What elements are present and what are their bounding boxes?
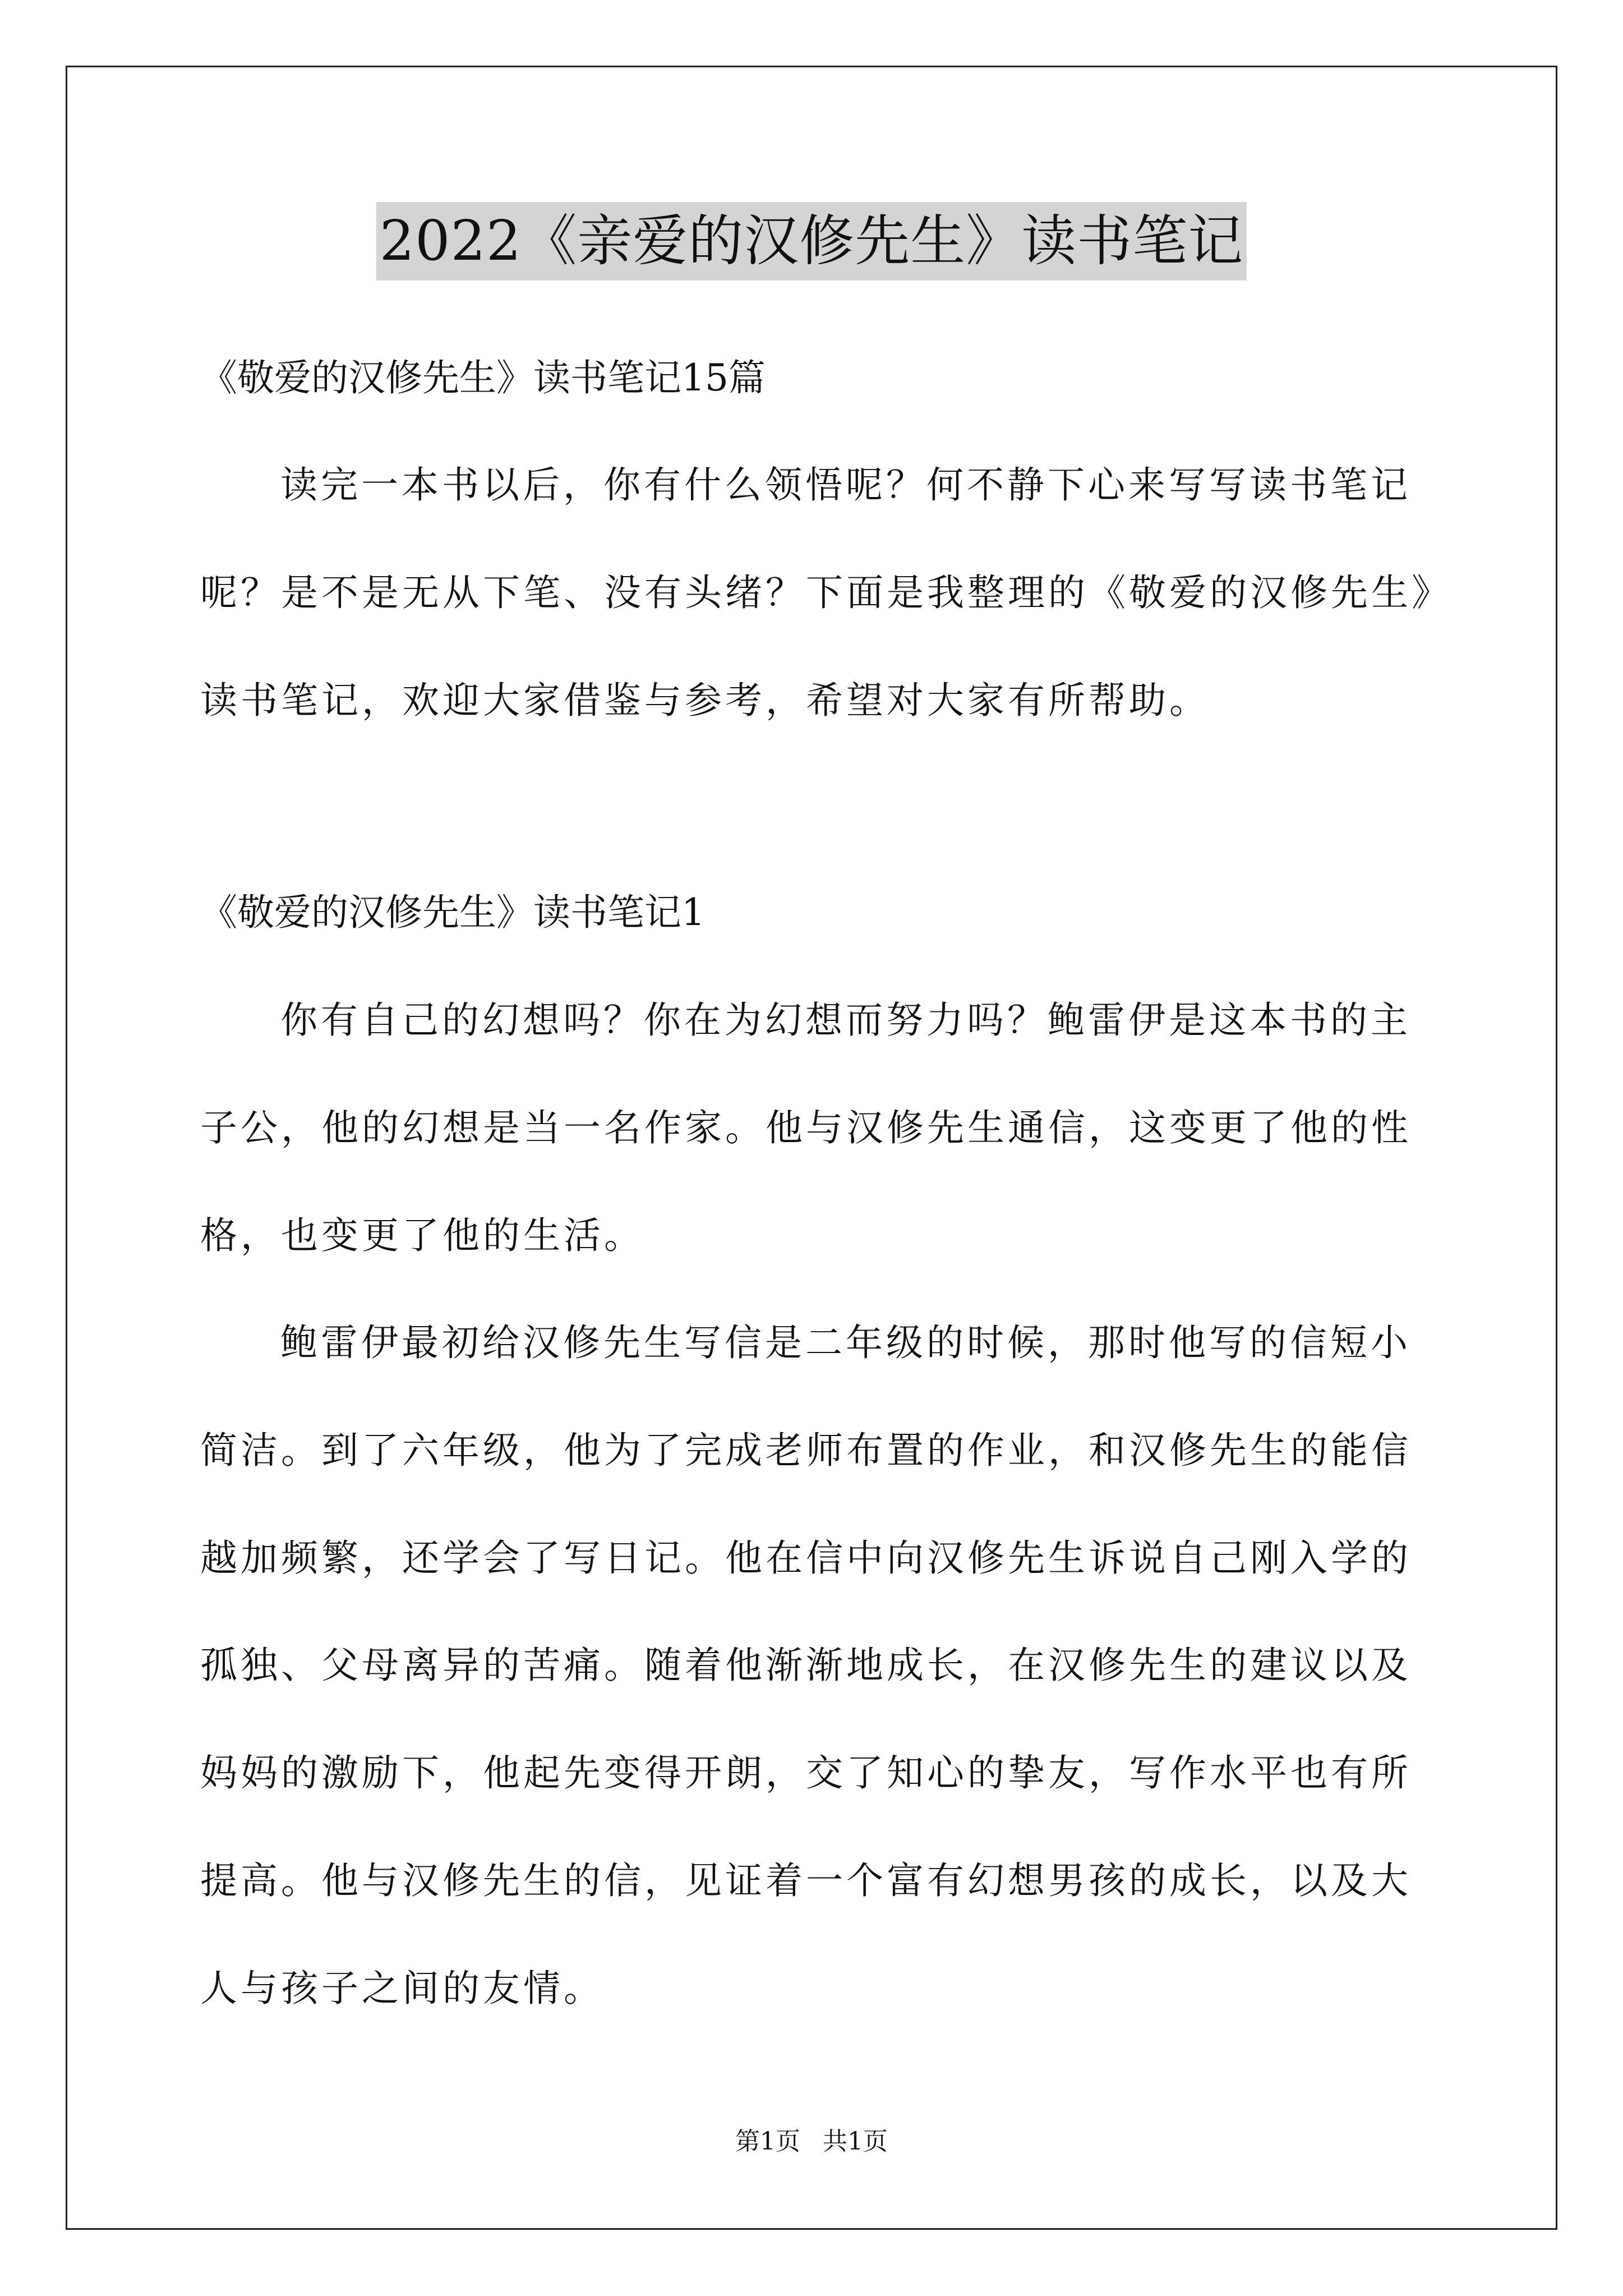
page-number: 第1页 [735,2127,800,2156]
paragraph-line: 子公，他的幻想是当一名作家。他与汉修先生通信，这变更了他的性 [200,1106,1412,1149]
paragraph-line: 妈妈的激励下，他起先变得开朗，交了知心的挚友，写作水平也有所 [200,1751,1412,1795]
paragraph-line: 鲍雷伊最初给汉修先生写信是二年级的时候，那时他写的信短小 [280,1321,1411,1364]
page-footer [0,2125,1623,2159]
title-container [0,202,1623,280]
document-title: 2022《亲爱的汉修先生》读书笔记 [376,202,1247,280]
intro-line: 读书笔记，欢迎大家借鉴与参考，希望对大家有所帮助。 [200,679,1210,722]
paragraph-line: 提高。他与汉修先生的信，见证着一个富有幻想男孩的成长，以及大 [200,1859,1412,1902]
paragraph-line: 简洁。到了六年级，他为了完成老师布置的作业，和汉修先生的能信 [200,1429,1412,1472]
paragraph-line: 孤独、父母离异的苦痛。随着他渐渐地成长，在汉修先生的建议以及 [200,1644,1412,1687]
paragraph-line: 人与孩子之间的友情。 [200,1967,604,2010]
intro-line: 读完一本书以后，你有什么领悟呢？何不静下心来写写读书笔记 [280,463,1411,507]
section-heading: 《敬爱的汉修先生》读书笔记1 [200,891,705,934]
document-subtitle: 《敬爱的汉修先生》读书笔记15篇 [200,356,766,399]
intro-line: 呢？是不是无从下笔、没有头绪？下面是我整理的《敬爱的汉修先生》 [200,571,1452,614]
paragraph-line: 越加频繁，还学会了写日记。他在信中向汉修先生诉说自己刚入学的 [200,1536,1412,1580]
page-total: 共1页 [823,2127,888,2156]
paragraph-line: 格，也变更了他的生活。 [200,1214,644,1257]
paragraph-line: 你有自己的幻想吗？你在为幻想而努力吗？鲍雷伊是这本书的主 [280,999,1411,1042]
